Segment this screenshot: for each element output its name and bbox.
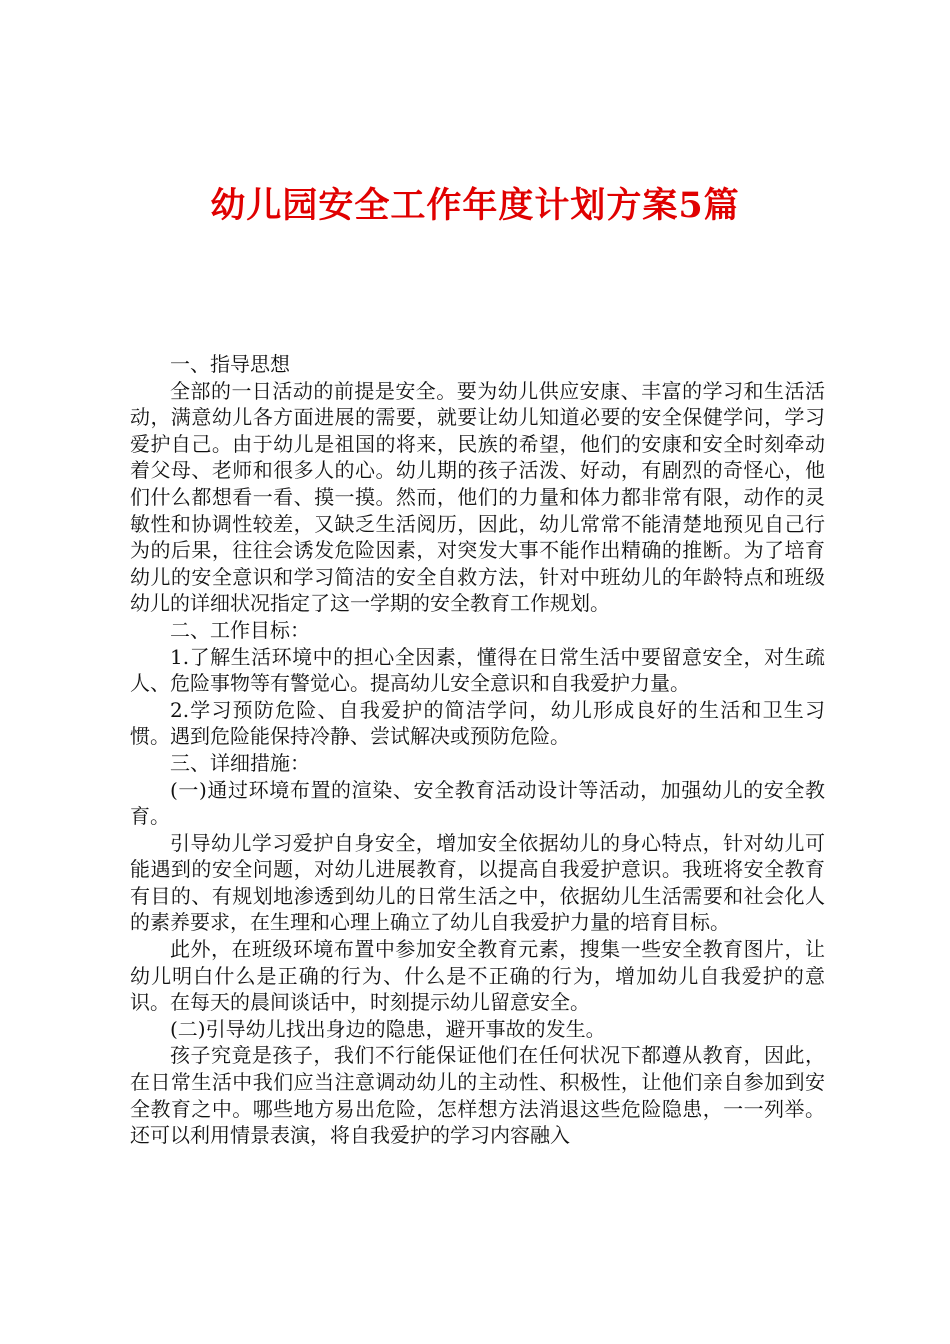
- paragraph: 此外，在班级环境布置中参加安全教育元素，搜集一些安全教育图片，让幼儿明白什么是正确的行为、什么是不正确的行为，增加幼儿自我爱护的意识。在每天的晨间谈话中，时刻提示幼儿留意安全。: [130, 937, 825, 1015]
- document-title: 幼儿园安全工作年度计划方案5篇: [210, 185, 740, 226]
- document-body: [130, 351, 825, 1149]
- paragraph: 引导幼儿学习爱护自身安全，增加安全依据幼儿的身心特点，针对幼儿可能遇到的安全问题，对幼儿进展教育，以提高自我爱护意识。我班将安全教育有目的、有规划地渗透到幼儿的日常生活之中，依据幼儿生活需要和社会化人的素养要求，在生理和心理上确立了幼儿自我爱护力量的培育目标。: [130, 830, 825, 935]
- paragraph: 孩子究竟是孩子，我们不行能保证他们在任何状况下都遵从教育，因此，在日常生活中我们应当注意调动幼儿的主动性、积极性，让他们亲自参加到安全教育之中。哪些地方易出危险，怎样想方法消退这些危险隐患，一一列举。还可以利用情景表演，将自我爱护的学习内容融入: [130, 1043, 825, 1148]
- heading-guiding-thought: 一、指导思想: [170, 352, 290, 376]
- heading-measures: 三、详细措施：: [170, 750, 310, 775]
- paragraph: (一)通过环境布置的渲染、安全教育活动设计等活动，加强幼儿的安全教育。: [130, 777, 825, 829]
- paragraph: 全部的一日活动的前提是安全。要为幼儿供应安康、丰富的学习和生活活动，满意幼儿各方面进展的需要，就要让幼儿知道必要的安全保健学问，学习爱护自己。由于幼儿是祖国的将来，民族的希望，他们的安康和安全时刻牵动着父母、老师和很多人的心。幼儿期的孩子活泼、好动，有剧烈的奇怪心，他们什么都想看一看、摸一摸。然而，他们的力量和体力都非常有限，动作的灵敏性和协调性较差，又缺乏生活阅历，因此，幼儿常常不能清楚地预见自己行为的后果，往往会诱发危险因素，对突发大事不能作出精确的推断。为了培育幼儿的安全意识和学习简洁的安全自救方法，针对中班幼儿的年龄特点和班级幼儿的详细状况指定了这一学期的安全教育工作规划。: [130, 378, 825, 616]
- paragraph: 2.学习预防危险、自我爱护的简洁学问，幼儿形成良好的生活和卫生习惯。遇到危险能保持冷静、尝试解决或预防危险。: [130, 697, 825, 749]
- paragraph: (二)引导幼儿找出身边的隐患，避开事故的发生。: [170, 1016, 606, 1041]
- paragraph: 1.了解生活环境中的担心全因素，懂得在日常生活中要留意安全，对生疏人、危险事物等有警觉心。提高幼儿安全意识和自我爱护力量。: [130, 644, 825, 696]
- heading-work-goals: 二、工作目标：: [170, 617, 310, 642]
